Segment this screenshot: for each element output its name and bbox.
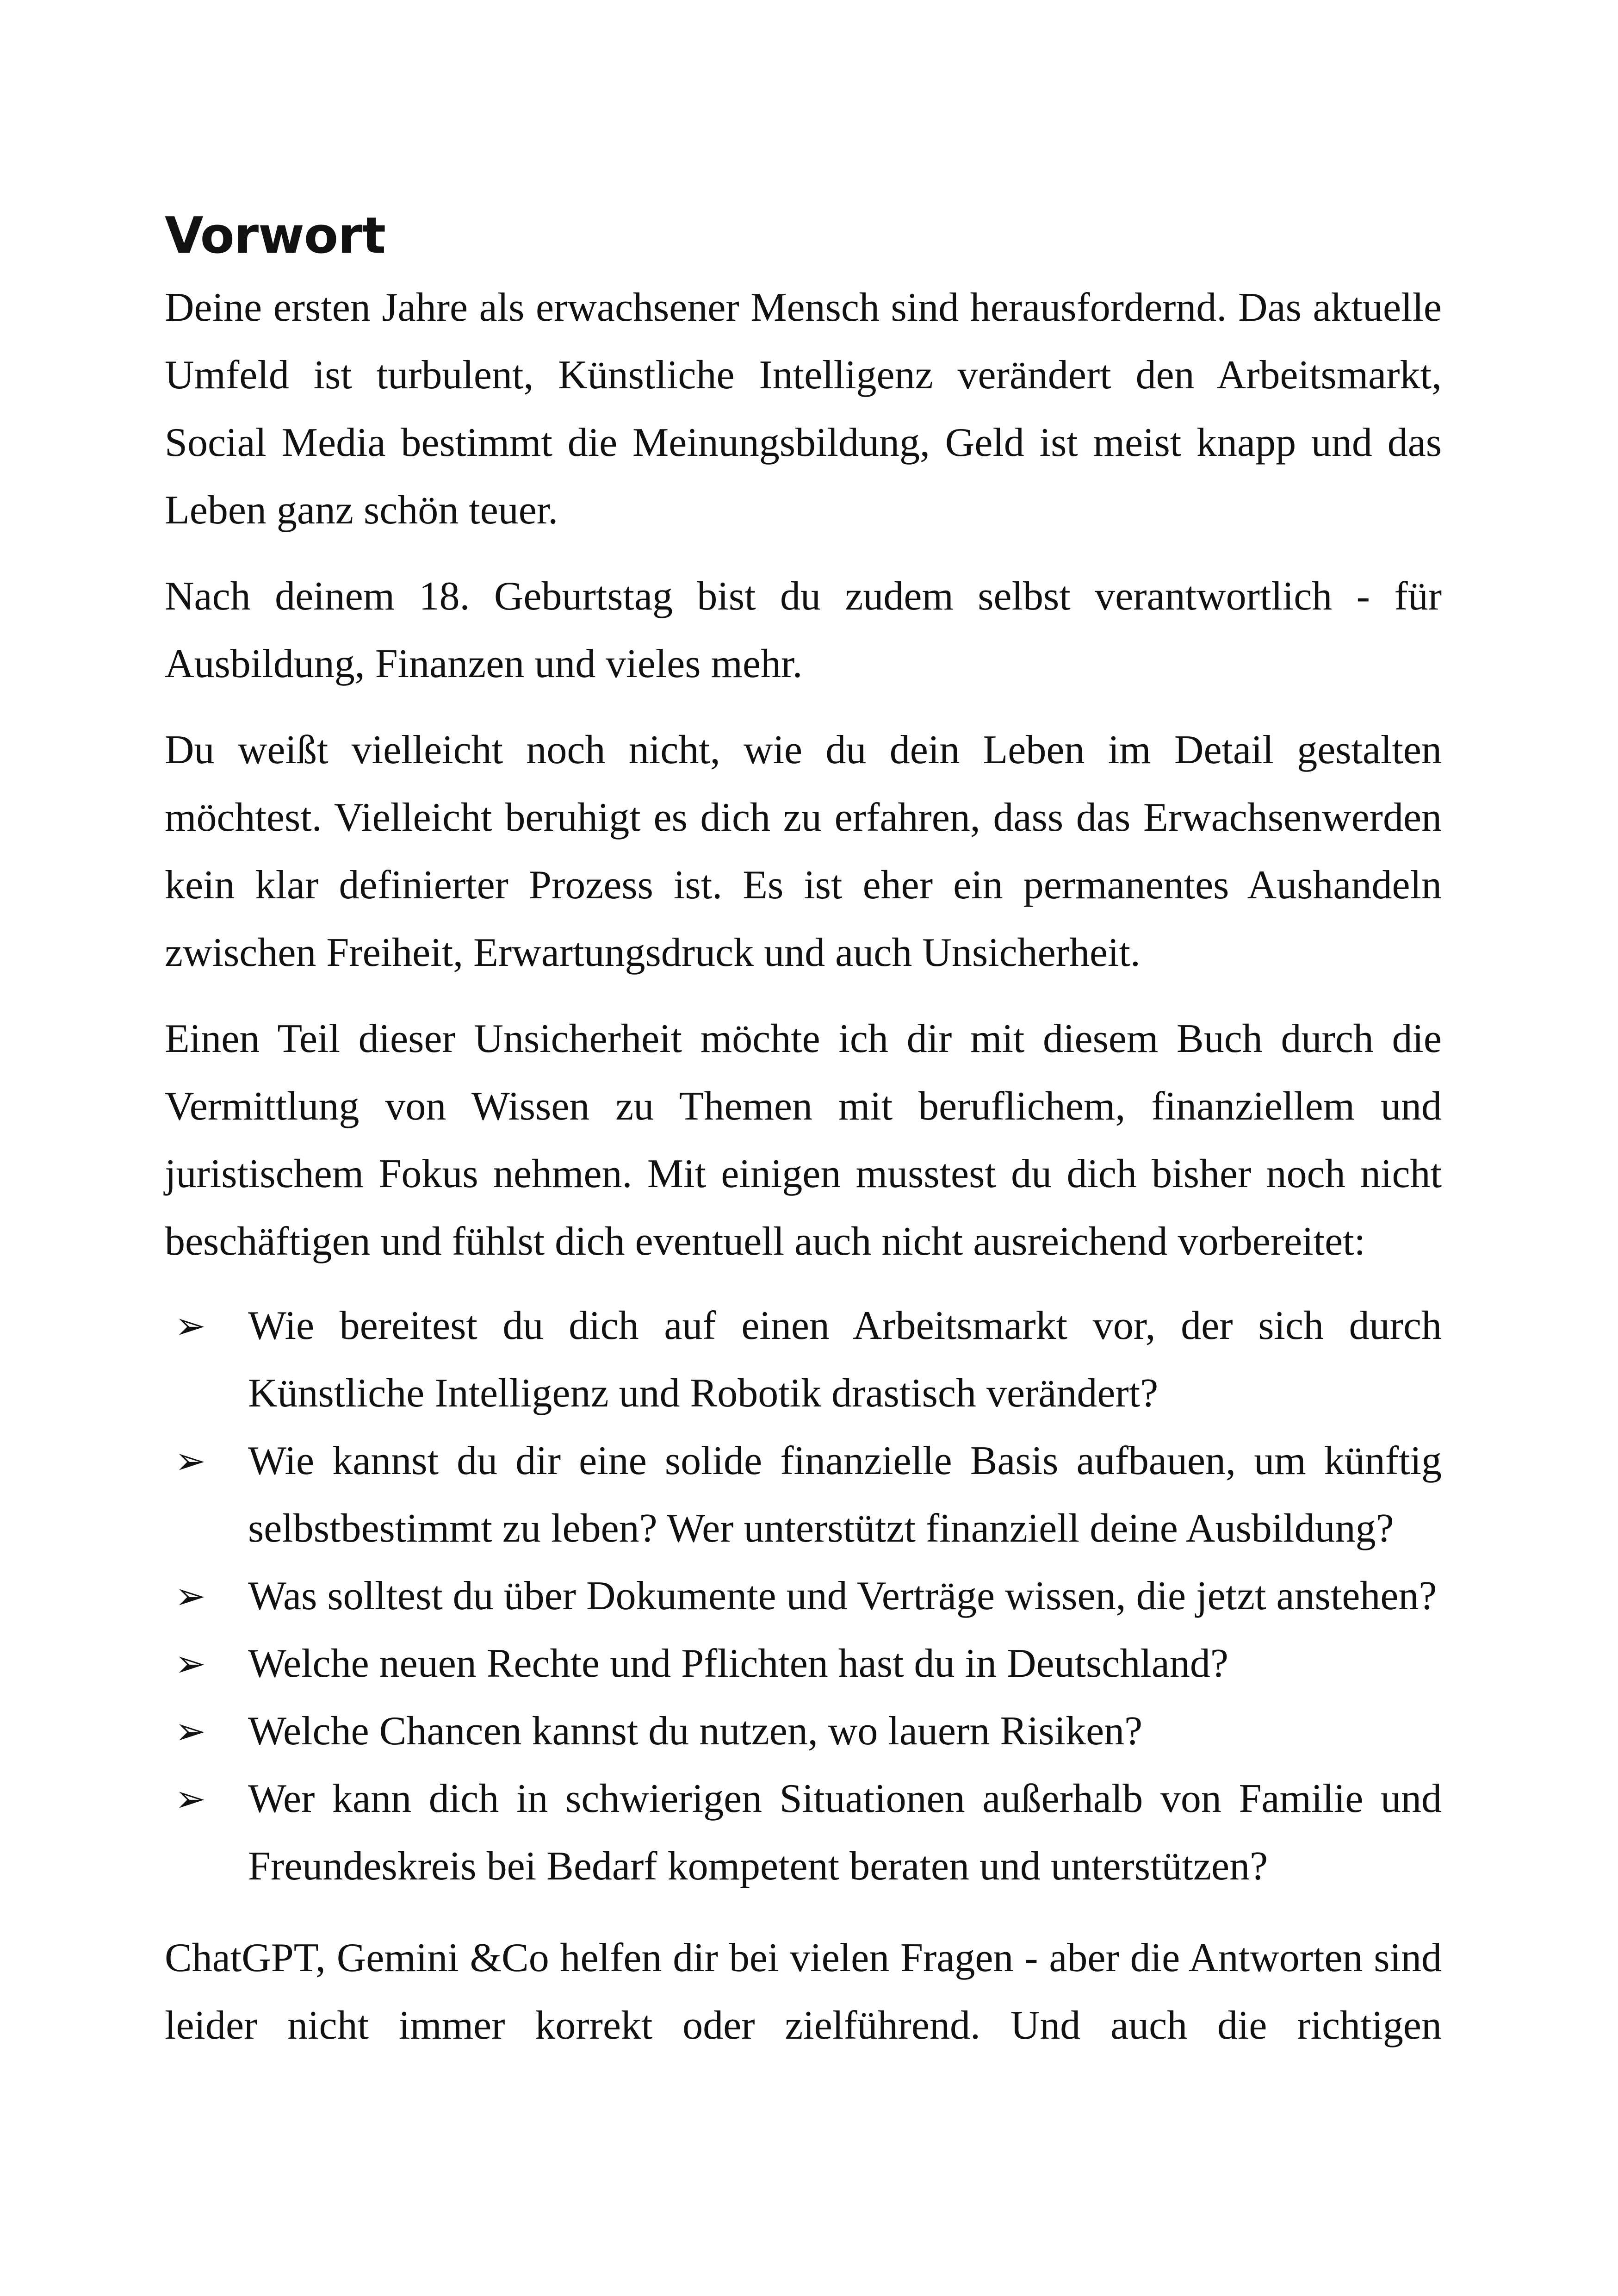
arrowhead-bullet-icon: ➢: [175, 1574, 206, 1618]
list-item: [165, 1698, 1442, 1765]
list-item-text: Welche neuen Rechte und Pflichten hast du in Deutschland?: [248, 1641, 1228, 1686]
list-item-text: Wie bereitest du dich auf einen Arbeitsmarkt vor, der sich durch Künstliche Intelligenz und Robotik drastisch verändert?: [248, 1303, 1442, 1416]
list-item-text: Was solltest du über Dokumente und Verträge wissen, die jetzt anstehen?: [248, 1574, 1437, 1618]
list-item: [165, 1562, 1442, 1630]
arrowhead-bullet-icon: ➢: [175, 1304, 206, 1347]
paragraph-responsibility: Nach deinem 18. Geburtstag bist du zudem selbst verantwortlich - für Ausbildung, Finanzen und vieles mehr.: [165, 574, 1442, 686]
page-content: [165, 199, 1442, 2060]
list-item-text: Wie kannst du dir eine solide finanzielle Basis aufbauen, um künftig selbstbestimmt zu leben? Wer unterstützt finanziell deine Ausbildung?: [248, 1438, 1442, 1551]
list-item: [165, 1630, 1442, 1698]
arrowhead-bullet-icon: ➢: [175, 1642, 206, 1685]
list-item: [165, 1427, 1442, 1562]
arrowhead-bullet-icon: ➢: [175, 1777, 206, 1820]
paragraph-book-purpose: Einen Teil dieser Unsicherheit möchte ich dir mit diesem Buch durch die Vermittlung von Wissen zu Themen mit beruflichem, finanziellem und juristischem Fokus nehmen. Mit einigen musstest du dich bisher noch nicht beschäftigen und fühlst dich eventuell auch nicht ausreichend vorbereitet:: [165, 1016, 1442, 1264]
paragraph-ai-tools: ChatGPT, Gemini &Co helfen dir bei vielen Fragen - aber die Antworten sind leider nicht immer korrekt oder zielführend. Und auch die richtigen: [165, 1935, 1442, 2048]
list-item-text: Welche Chancen kannst du nutzen, wo lauern Risiken?: [248, 1709, 1143, 1754]
question-list: [165, 1292, 1442, 1900]
paragraph-uncertainty: Du weißt vielleicht noch nicht, wie du dein Leben im Detail gestalten möchtest. Vielleicht beruhigt es dich zu erfahren, dass das Erwachsenwerden kein klar definierter Prozess ist. Es ist eher ein permanentes Aushandeln zwischen Freiheit, Erwartungsdruck und auch Unsicherheit.: [165, 728, 1442, 975]
list-item: [165, 1765, 1442, 1900]
page-title: Vorwort: [165, 207, 385, 265]
list-item-text: Wer kann dich in schwierigen Situationen außerhalb von Familie und Freundeskreis bei Bedarf kompetent beraten und unterstützen?: [248, 1776, 1442, 1889]
arrowhead-bullet-icon: ➢: [175, 1710, 206, 1753]
list-item: [165, 1292, 1442, 1427]
paragraph-intro: Deine ersten Jahre als erwachsener Mensch sind herausfordernd. Das aktuelle Umfeld ist turbulent, Künstliche Intelligenz verändert den Arbeitsmarkt, Social Media bestimmt die Meinungsbildung, Geld ist meist knapp und das Leben ganz schön teuer.: [165, 285, 1442, 533]
arrowhead-bullet-icon: ➢: [175, 1439, 206, 1482]
